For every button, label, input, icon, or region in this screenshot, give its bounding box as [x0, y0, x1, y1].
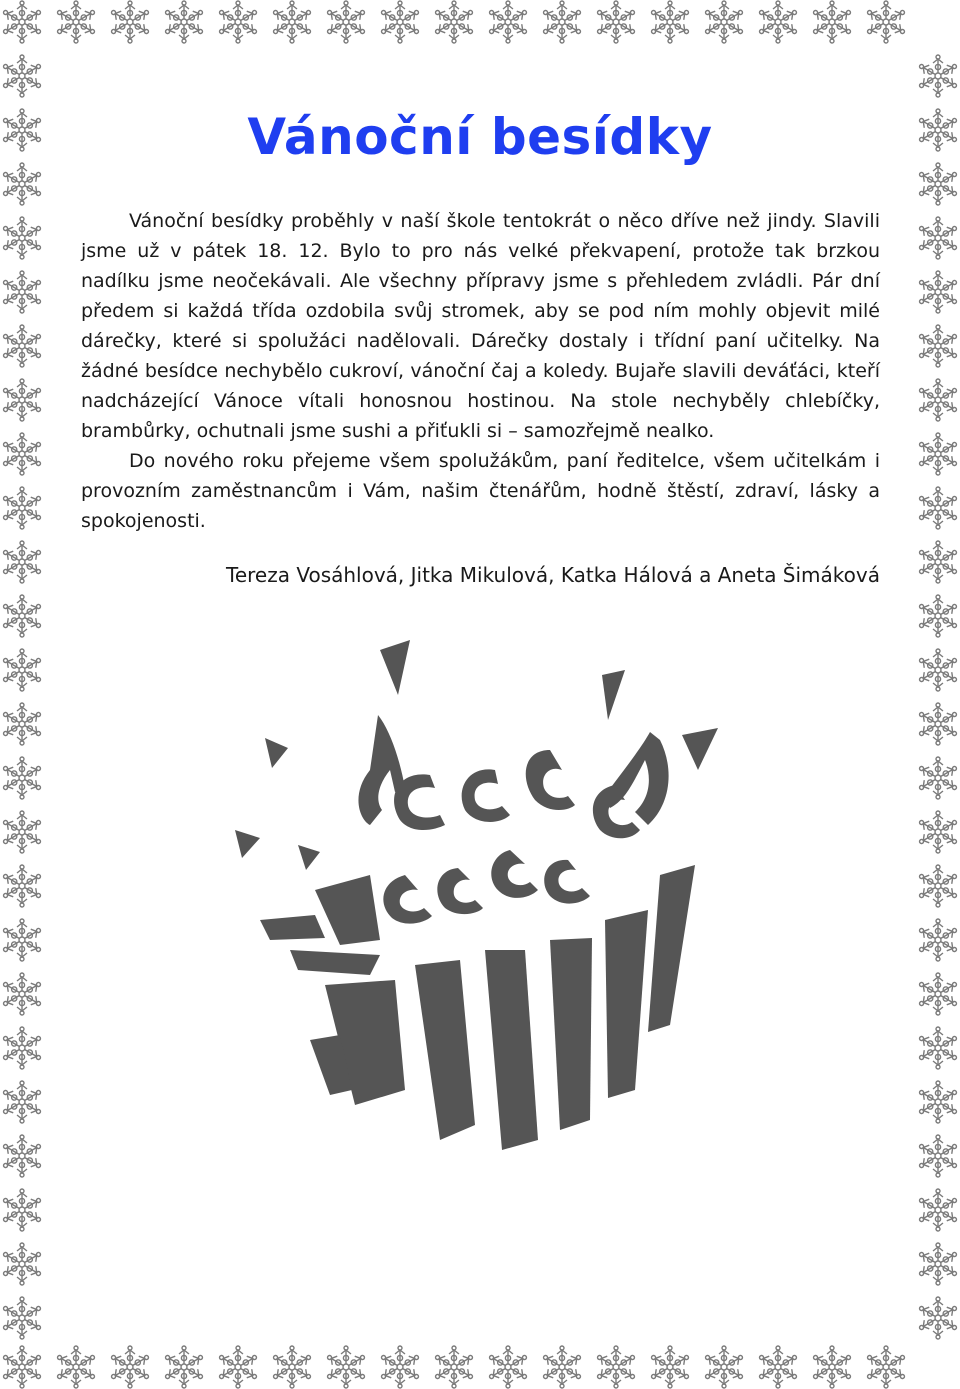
- snowflake-icon: [703, 1, 744, 43]
- snowflake-icon: [1, 541, 42, 583]
- confetti-shape: [235, 830, 260, 858]
- snowflake-icon: [811, 1, 852, 43]
- snowflake-icon: [1, 379, 42, 421]
- snowflake-icon: [917, 649, 958, 691]
- angel-head: [593, 785, 640, 838]
- snowflake-icon: [1, 433, 42, 475]
- snowflake-icon: [703, 1346, 744, 1388]
- snowflake-icon: [271, 1346, 312, 1388]
- snowflake-icon: [595, 1346, 636, 1388]
- angel-robe: [315, 875, 380, 945]
- snowflake-icon: [163, 1, 204, 43]
- snowflake-icon: [811, 1346, 852, 1388]
- snowflake-icon: [1, 1346, 42, 1388]
- snowflake-icon: [433, 1, 474, 43]
- snowflake-icon: [487, 1346, 528, 1388]
- snowflake-icon: [917, 595, 958, 637]
- snowflake-icon: [1, 757, 42, 799]
- snowflake-icon: [757, 1, 798, 43]
- confetti-shape: [380, 640, 410, 695]
- snowflake-icon: [1, 919, 42, 961]
- snowflake-icon: [1, 1135, 42, 1177]
- angel-head: [437, 868, 483, 914]
- snowflake-icon: [1, 55, 42, 97]
- snowflake-icon: [757, 1346, 798, 1388]
- snowflake-icon: [917, 1027, 958, 1069]
- snowflake-icon: [917, 973, 958, 1015]
- snowflake-icon: [649, 1, 690, 43]
- snowflake-icon: [917, 919, 958, 961]
- snowflake-icon: [1, 1297, 42, 1339]
- angel-robe: [485, 950, 538, 1150]
- snowflake-icon: [379, 1, 420, 43]
- raised-hand-right: [603, 732, 669, 825]
- paragraph: Do nového roku přejeme všem spolužákům, paní ředitelce, všem učitelkám i provozním zaměstnancům i Vám, našim čtenářům, hodně štěstí, zdraví, lásky a spokojenosti.: [81, 450, 880, 532]
- snowflake-icon: [917, 703, 958, 745]
- snowflake-icon: [917, 1081, 958, 1123]
- confetti-shape: [602, 670, 625, 720]
- snowflake-icon: [649, 1346, 690, 1388]
- confetti-shape: [682, 728, 718, 770]
- snowflake-icon: [917, 1189, 958, 1231]
- snowflake-icon: [379, 1346, 420, 1388]
- paragraph: Vánoční besídky proběhly v naší škole tentokrát o něco dříve než jindy. Slavili jsme už v pátek 18. 12. Bylo to pro nás velké překvapení, protože tak brzkou nadílku jsme neočekávali. Ale všechny přípravy jsme s přehledem zvládli. Pár dní předem si každá třída ozdobila svůj stromek, aby se pod ním mohly objevit milé dárečky, které si spolužáci nadělovali. Dárečky dostaly i třídní paní učitelky. Na žádné besídce nechybělo cukroví, vánoční čaj a koledy. Bujaře slavili deváťáci, kteří nadcházející Vánoce vítali honosnou hostinou. Na stole nechyběly chlebíčky, brambůrky, ochutnali jsme sushi a přiťukli si – samozřejmě nealko.: [81, 210, 880, 442]
- snowflake-icon: [1, 811, 42, 853]
- snowflake-icon: [1, 487, 42, 529]
- snowflake-icon: [917, 541, 958, 583]
- angels-choir-illustration: [220, 620, 740, 1160]
- snowflake-icon: [917, 1135, 958, 1177]
- snowflake-icon: [917, 811, 958, 853]
- snowflake-icon: [1, 1243, 42, 1285]
- snowflake-icon: [487, 1, 528, 43]
- snowflake-icon: [917, 433, 958, 475]
- angel-head: [383, 875, 432, 924]
- snowflake-icon: [865, 1346, 906, 1388]
- snowflake-icon: [917, 163, 958, 205]
- snowflake-icon: [917, 325, 958, 367]
- snowflake-icon: [1, 649, 42, 691]
- angel-robe: [260, 915, 325, 940]
- author-signature: Tereza Vosáhlová, Jitka Mikulová, Katka Hálová a Aneta Šimáková: [226, 563, 880, 587]
- snowflake-icon: [1, 1081, 42, 1123]
- snowflake-icon: [1, 865, 42, 907]
- snowflake-icon: [217, 1346, 258, 1388]
- snowflake-icon: [917, 55, 958, 97]
- snowflake-icon: [917, 271, 958, 313]
- snowflake-icon: [163, 1346, 204, 1388]
- snowflake-icon: [917, 757, 958, 799]
- snowflake-icon: [55, 1, 96, 43]
- snowflake-icon: [1, 1027, 42, 1069]
- snowflake-icon: [433, 1346, 474, 1388]
- snowflake-icon: [217, 1, 258, 43]
- snowflake-icon: [917, 1297, 958, 1339]
- angel-head: [462, 769, 510, 822]
- snowflake-icon: [55, 1346, 96, 1388]
- page-title: Vánoční besídky: [247, 108, 713, 166]
- snowflake-icon: [541, 1, 582, 43]
- snowflake-icon: [917, 1243, 958, 1285]
- snowflake-icon: [1, 973, 42, 1015]
- snowflake-icon: [271, 1, 312, 43]
- snowflake-icon: [109, 1, 150, 43]
- angel-robe: [648, 865, 695, 1032]
- angel-head: [491, 850, 538, 898]
- confetti-shape: [298, 845, 320, 870]
- snowflake-icon: [325, 1346, 366, 1388]
- snowflake-icon: [109, 1346, 150, 1388]
- snowflake-icon: [1, 1, 42, 43]
- snowflake-icon: [1, 163, 42, 205]
- snowflake-icon: [917, 487, 958, 529]
- angel-head: [544, 860, 590, 904]
- snowflake-icon: [917, 865, 958, 907]
- snowflake-icon: [865, 1, 906, 43]
- snowflake-icon: [1, 595, 42, 637]
- snowflake-icon: [1, 325, 42, 367]
- angel-head: [526, 750, 575, 810]
- snowflake-icon: [1, 1189, 42, 1231]
- snowflake-icon: [1, 703, 42, 745]
- article-body: [81, 206, 880, 536]
- snowflake-icon: [325, 1, 366, 43]
- snowflake-icon: [595, 1, 636, 43]
- angel-robe: [550, 938, 592, 1130]
- snowflake-icon: [1, 271, 42, 313]
- confetti-shape: [265, 738, 288, 768]
- angel-head: [394, 774, 445, 830]
- snowflake-icon: [541, 1346, 582, 1388]
- snowflake-icon: [1, 217, 42, 259]
- angel-robe: [415, 960, 475, 1140]
- snowflake-icon: [917, 217, 958, 259]
- angel-robe: [290, 950, 380, 975]
- angel-robe: [605, 910, 648, 1098]
- snowflake-icon: [917, 379, 958, 421]
